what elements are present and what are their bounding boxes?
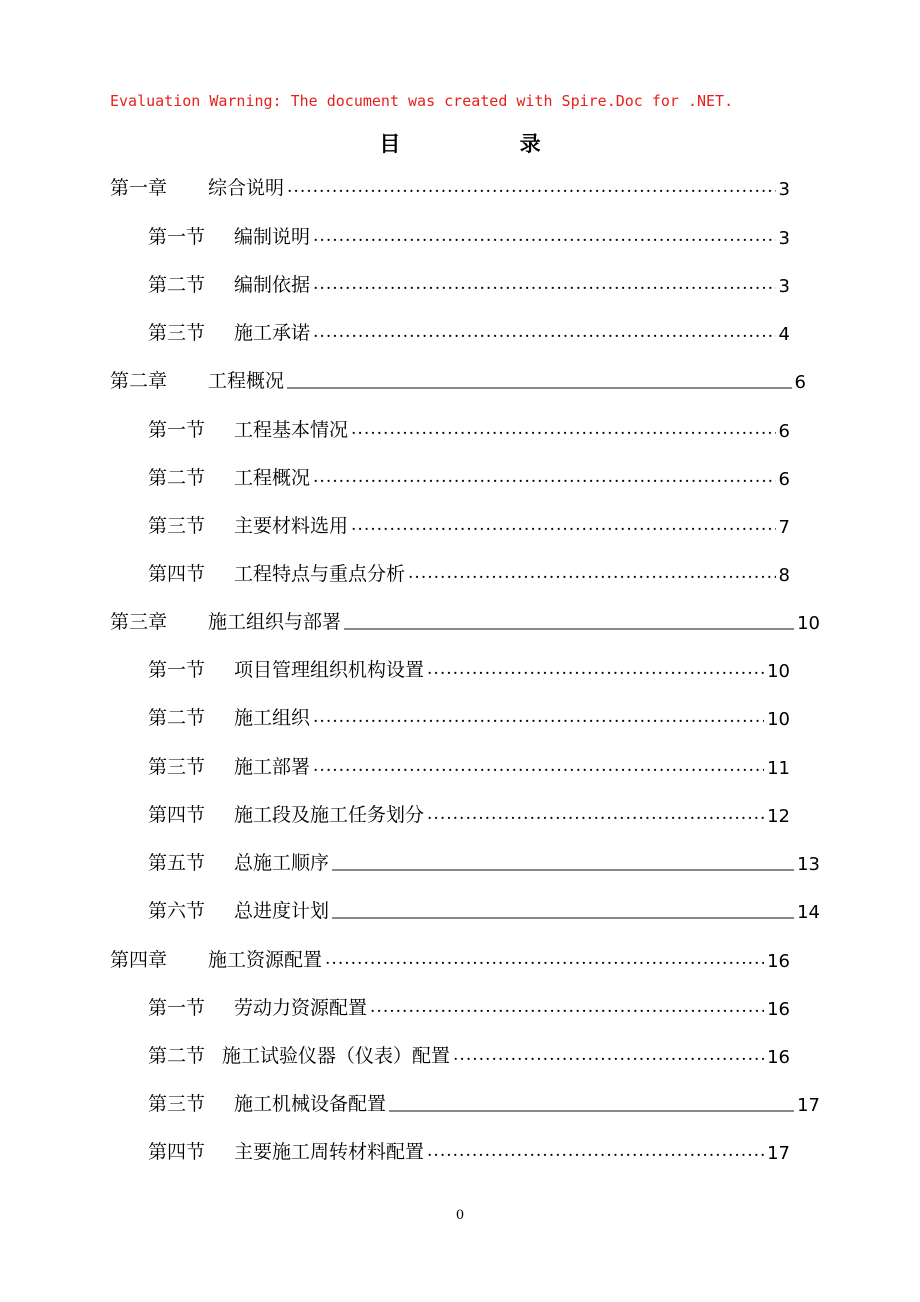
toc-entry-number: 第二节 [148,467,206,489]
toc-entry-page: 16 [767,999,790,1020]
toc-entry-number: 第二章 [110,370,168,392]
evaluation-warning: Evaluation Warning: The document was created with Spire.Doc for .NET. [110,92,734,110]
toc-entry-page: 12 [767,806,790,827]
toc-entry-chapter[interactable] [110,946,790,972]
toc-entry-section[interactable] [148,801,790,827]
dot-leader [427,656,764,682]
toc-entry-section[interactable] [148,1138,790,1164]
dot-leader [351,416,776,442]
toc-entry-section[interactable] [148,994,790,1020]
toc-entry-section[interactable] [148,656,790,682]
toc-entry-page: 3 [778,179,790,200]
toc-entry-title: 工程基本情况 [234,419,349,441]
toc-entry-title: 综合说明 [208,177,285,199]
toc-entry-number: 第五节 [148,852,206,874]
toc-entry-page: 13 [797,854,820,875]
toc-entry-number: 第二节 [148,707,206,729]
toc-entry-page: 17 [797,1095,820,1116]
toc-entry-title: 施工试验仪器（仪表）配置 [222,1045,451,1067]
toc-entry-title: 工程特点与重点分析 [234,563,406,585]
toc-entry-page: 16 [767,951,790,972]
toc-entry-section[interactable] [148,319,790,345]
dot-leader [313,704,764,730]
toc-entry-section[interactable] [148,849,820,875]
dot-leader [325,946,764,972]
toc-entry-number: 第一节 [148,419,206,441]
toc-entry-chapter[interactable] [110,174,790,200]
toc-entry-title: 施工组织与部署 [208,611,342,633]
toc-entry-number: 第二节 [148,274,206,296]
toc-entry-number: 第三节 [148,322,206,344]
toc-entry-title: 工程概况 [234,467,311,489]
toc-entry-section[interactable] [148,223,790,249]
toc-entry-title: 施工资源配置 [208,949,323,971]
toc-entry-page: 6 [794,372,806,393]
dot-leader [427,1138,764,1164]
toc-entry-chapter[interactable] [110,608,820,634]
toc-entry-number: 第三节 [148,756,206,778]
toc-entry-section[interactable] [148,464,790,490]
toc-entry-number: 第一节 [148,226,206,248]
rule-leader [287,367,792,393]
toc-entry-page: 3 [778,228,790,249]
toc-title: 目 录 [379,131,597,156]
toc-entry-title: 编制依据 [234,274,311,296]
toc-entry-title: 施工部署 [234,756,311,778]
toc-entry-section[interactable] [148,753,790,779]
toc-entry-page: 10 [767,661,790,682]
toc-entry-section[interactable] [148,1090,820,1116]
toc-entry-title: 工程概况 [208,370,285,392]
toc-entry-title: 施工段及施工任务划分 [234,804,425,826]
dot-leader [370,994,764,1020]
toc-entry-page: 6 [778,469,790,490]
toc-entry-page: 6 [778,421,790,442]
rule-leader [332,897,794,923]
toc-entry-number: 第一章 [110,177,168,199]
dot-leader [313,464,776,490]
toc-entry-title: 项目管理组织机构设置 [234,659,425,681]
rule-leader [389,1090,794,1116]
dot-leader [313,271,776,297]
toc-entry-number: 第三节 [148,1093,206,1115]
toc-entry-title: 总施工顺序 [234,852,330,874]
toc-entry-section[interactable] [148,560,790,586]
toc-entry-number: 第四节 [148,563,206,585]
dot-leader [453,1042,764,1068]
rule-leader [332,849,794,875]
toc-entry-page: 4 [778,324,790,345]
toc-entry-title: 施工机械设备配置 [234,1093,387,1115]
toc-entry-number: 第四节 [148,804,206,826]
toc-entry-number: 第二节 [148,1045,206,1067]
dot-leader [408,560,776,586]
toc-entry-page: 7 [778,517,790,538]
toc-entry-number: 第四章 [110,949,168,971]
toc-entry-section[interactable] [148,897,820,923]
toc-entry-page: 16 [767,1047,790,1068]
toc-entry-title: 施工承诺 [234,322,311,344]
toc-entry-section[interactable] [148,416,790,442]
dot-leader [351,512,776,538]
toc-entry-section[interactable] [148,271,790,297]
toc-entry-chapter[interactable] [110,367,806,393]
dot-leader [313,753,764,779]
toc-entry-number: 第四节 [148,1141,206,1163]
dot-leader [313,319,776,345]
toc-entry-page: 11 [767,758,790,779]
toc-entry-number: 第三章 [110,611,168,633]
toc-entry-page: 14 [797,902,820,923]
toc-entry-page: 10 [797,613,820,634]
toc-entry-number: 第一节 [148,997,206,1019]
toc-entry-title: 总进度计划 [234,900,330,922]
rule-leader [344,608,794,634]
toc-entry-title: 劳动力资源配置 [234,997,368,1019]
toc-entry-title: 主要施工周转材料配置 [234,1141,425,1163]
toc-entry-number: 第六节 [148,900,206,922]
toc-entry-section[interactable] [148,512,790,538]
toc-entry-section[interactable] [148,704,790,730]
page-number-footer: 0 [455,1208,465,1223]
toc-entry-title: 编制说明 [234,226,311,248]
dot-leader [313,223,776,249]
toc-entry-number: 第一节 [148,659,206,681]
toc-entry-page: 10 [767,709,790,730]
toc-entry-section[interactable] [148,1042,790,1068]
toc-entry-page: 3 [778,276,790,297]
toc-entry-number: 第三节 [148,515,206,537]
toc-entry-page: 17 [767,1143,790,1164]
toc-entry-title: 施工组织 [234,707,311,729]
toc-entry-page: 8 [778,565,790,586]
toc-entry-title: 主要材料选用 [234,515,349,537]
dot-leader [427,801,764,827]
dot-leader [287,174,776,200]
